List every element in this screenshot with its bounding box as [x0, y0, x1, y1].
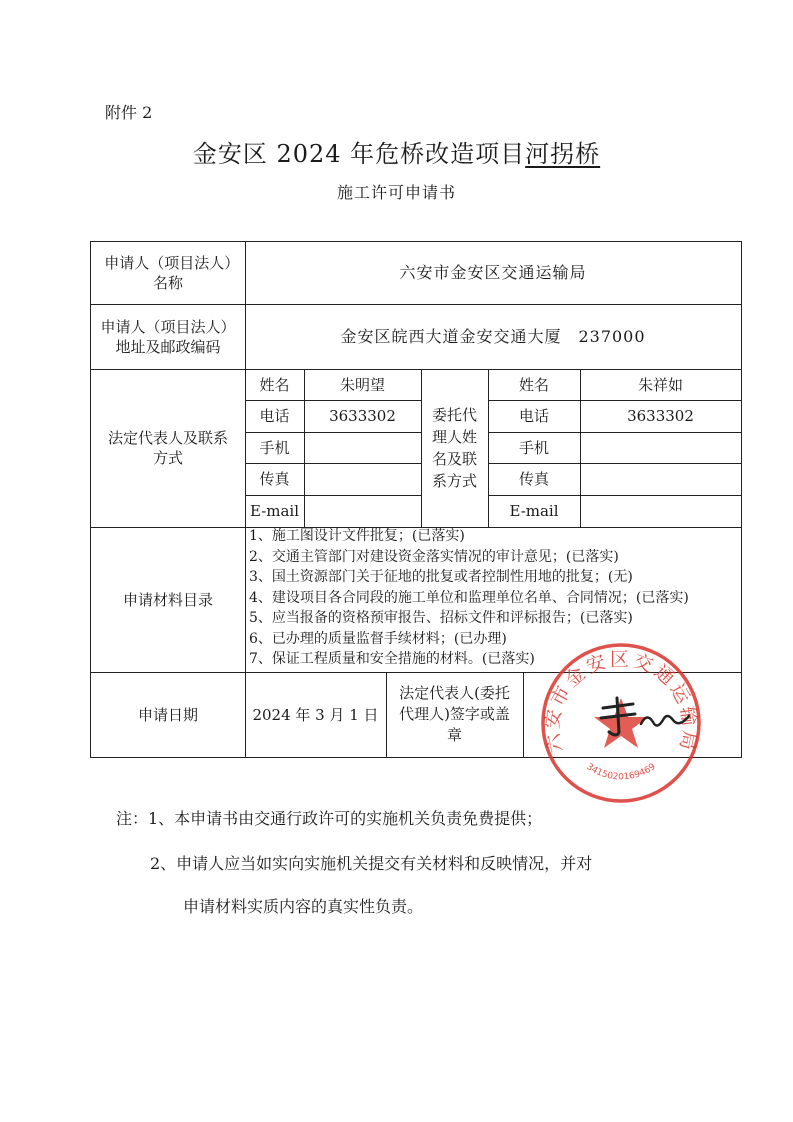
materials-label: 申请材料目录: [122, 590, 213, 609]
materials-item: 2、交通主管部门对建设资金落实情况的审计意见；(已落实): [249, 548, 619, 565]
agent-field-label: 手机: [518, 438, 549, 457]
note-line-2: 2、申请人应当如实向实施机关提交有关材料和反映情况，并对: [150, 854, 593, 873]
agent-label: 委托代理人姓名及联系方式: [431, 406, 477, 490]
note-line-1: 注：1、本申请书由交通行政许可的实施机关负责免费提供；: [116, 809, 543, 828]
materials-item: 1、施工图设计文件批复；(已落实): [249, 528, 465, 544]
legal-rep-label: 法定代表人及联系方式: [107, 429, 228, 467]
agent-field-label: 传真: [518, 470, 549, 488]
document-subtitle: 施工许可申请书: [336, 183, 456, 202]
title-bridge-name: 河拐桥: [525, 140, 601, 168]
agent-field-value: [580, 463, 741, 495]
legal-rep-field-value: 3633302: [329, 407, 396, 425]
note-line-3: 申请材料实质内容的真实性负责。: [183, 897, 424, 916]
materials-item: 7、保证工程质量和安全措施的材料。(已落实): [249, 651, 535, 667]
seal-code: 3415020169469: [584, 761, 658, 783]
applicant-address-label: 申请人（项目法人）地址及邮政编码: [100, 317, 236, 356]
document-title: [0, 134, 793, 169]
agent-field-label: 电话: [518, 407, 549, 425]
applicant-name-label: 申请人（项目法人）名称: [104, 254, 232, 292]
legal-rep-field-value: [304, 495, 421, 527]
date-value: 2024 年 3 月 1 日: [252, 705, 379, 724]
applicant-address-value: 金安区皖西大道金安交通大厦 237000: [340, 326, 646, 346]
agent-field-value: [580, 495, 741, 527]
legal-rep-field-value: [304, 463, 421, 495]
materials-item: 4、建设项目各合同段的施工单位和监理单位名单、合同情况；(已落实): [249, 589, 689, 606]
agent-field-value: [580, 432, 741, 463]
agent-field-value: 3633302: [627, 407, 694, 425]
sign-label: 法定代表人(委托代理人)签字或盖章: [399, 684, 510, 744]
legal-rep-field-label: 手机: [259, 438, 290, 457]
materials-item: 5、应当报备的资格预审报告、招标文件和评标报告；(已落实): [249, 610, 633, 626]
date-label: 申请日期: [137, 705, 198, 724]
materials-item: 3、国土资源部门关于征地的批复或者控制性用地的批复；(无): [249, 569, 633, 585]
agent-field-label: 姓名: [518, 375, 549, 394]
seal-text: 六安市金安区交通运输局: [541, 648, 701, 755]
svg-text:3415020169469: [584, 762, 657, 783]
legal-rep-field-label: 电话: [259, 407, 290, 425]
legal-rep-field-label: 传真: [259, 470, 290, 488]
legal-rep-field-label: 姓名: [259, 375, 290, 394]
title-prefix: 金安区 2024 年危桥改造项目: [192, 140, 526, 168]
legal-rep-field-label: E-mail: [249, 502, 300, 520]
col-divider: [523, 672, 524, 757]
agent-field-value: 朱祥如: [637, 375, 683, 394]
applicant-name-value: 六安市金安区交通运输局: [399, 263, 587, 282]
signature-icon: [595, 690, 695, 740]
legal-rep-field-value: 朱明望: [339, 375, 385, 394]
materials-item: 6、已办理的质量监督手续材料；(已办理): [249, 630, 507, 647]
agent-field-label: E-mail: [509, 502, 559, 520]
attachment-label: 附件 2: [105, 103, 153, 122]
legal-rep-field-value: [304, 432, 421, 463]
